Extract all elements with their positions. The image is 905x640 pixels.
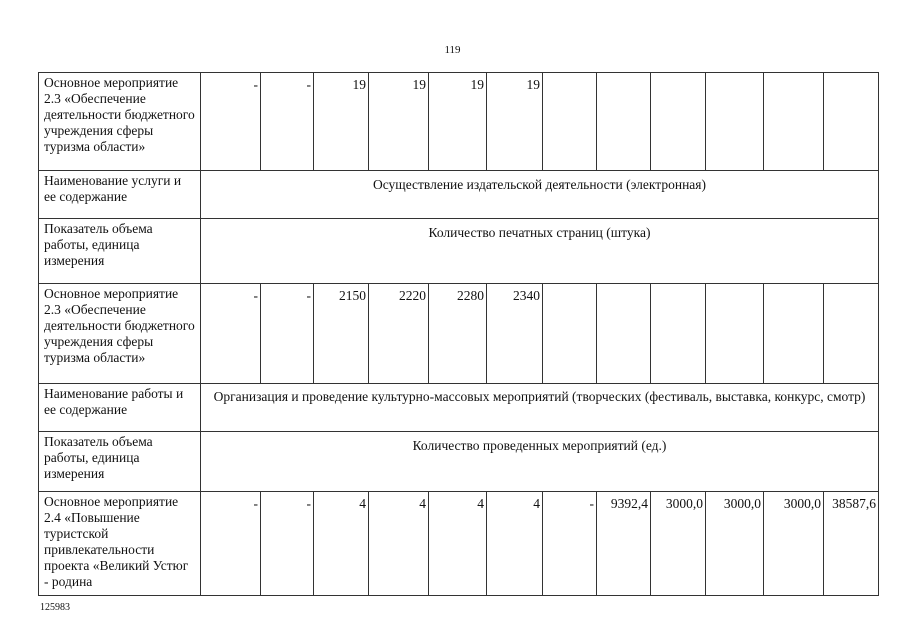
value-cell: 19 — [369, 73, 429, 171]
value-cell: 3000,0 — [706, 492, 764, 596]
footer-code: 125983 — [40, 602, 70, 613]
page-number: 119 — [444, 44, 461, 56]
value-cell — [764, 73, 824, 171]
value-cell: 3000,0 — [651, 492, 706, 596]
value-cell — [706, 284, 764, 384]
value-cell: 4 — [429, 492, 487, 596]
row-label: Наименование работы и ее содержание — [39, 384, 201, 432]
value-cell: 9392,4 — [597, 492, 651, 596]
table-row — [39, 171, 879, 219]
value-cell: 19 — [487, 73, 543, 171]
value-cell — [651, 284, 706, 384]
table-row — [39, 432, 879, 492]
value-cell: - — [261, 284, 314, 384]
value-cell: 4 — [487, 492, 543, 596]
volume-indicator: Количество проведенных мероприятий (ед.) — [201, 432, 879, 492]
value-cell — [543, 73, 597, 171]
value-cell: - — [261, 73, 314, 171]
value-cell: 3000,0 — [764, 492, 824, 596]
value-cell: - — [201, 284, 261, 384]
value-cell: 2280 — [429, 284, 487, 384]
table-row — [39, 219, 879, 284]
value-cell — [543, 284, 597, 384]
table-row — [39, 492, 879, 596]
table-row — [39, 384, 879, 432]
volume-indicator: Количество печатных страниц (штука) — [201, 219, 879, 284]
value-cell: 2150 — [314, 284, 369, 384]
value-cell: 2220 — [369, 284, 429, 384]
service-name: Осуществление издательской деятельности (электронная) — [201, 171, 879, 219]
row-label: Показатель объема работы, единица измерения — [39, 219, 201, 284]
value-cell: 4 — [369, 492, 429, 596]
value-cell — [824, 284, 879, 384]
value-cell: 4 — [314, 492, 369, 596]
value-cell — [651, 73, 706, 171]
value-cell: 2340 — [487, 284, 543, 384]
table-row — [39, 284, 879, 384]
value-cell — [597, 73, 651, 171]
value-cell — [824, 73, 879, 171]
value-cell — [597, 284, 651, 384]
value-cell — [764, 284, 824, 384]
row-label: Основное мероприятие 2.3 «Обеспечение деятельности бюджетного учреждения сферы туризма области» — [39, 284, 201, 384]
value-cell: - — [261, 492, 314, 596]
row-label: Основное мероприятие 2.3 «Обеспечение деятельности бюджетного учреждения сферы туризма области» — [39, 73, 201, 171]
row-label: Показатель объема работы, единица измерения — [39, 432, 201, 492]
value-cell: - — [201, 73, 261, 171]
value-cell: - — [543, 492, 597, 596]
value-cell: 19 — [429, 73, 487, 171]
program-table — [38, 72, 879, 596]
work-name: Организация и проведение культурно-массовых мероприятий (творческих (фестиваль, выставка, конкурс, смотр) — [201, 384, 879, 432]
value-cell: - — [201, 492, 261, 596]
value-cell: 38587,6 — [824, 492, 879, 596]
table-row — [39, 73, 879, 171]
row-label: Наименование услуги и ее содержание — [39, 171, 201, 219]
value-cell — [706, 73, 764, 171]
value-cell: 19 — [314, 73, 369, 171]
row-label: Основное мероприятие 2.4 «Повышение туристской привлекательности проекта «Великий Устюг - родина — [39, 492, 201, 596]
